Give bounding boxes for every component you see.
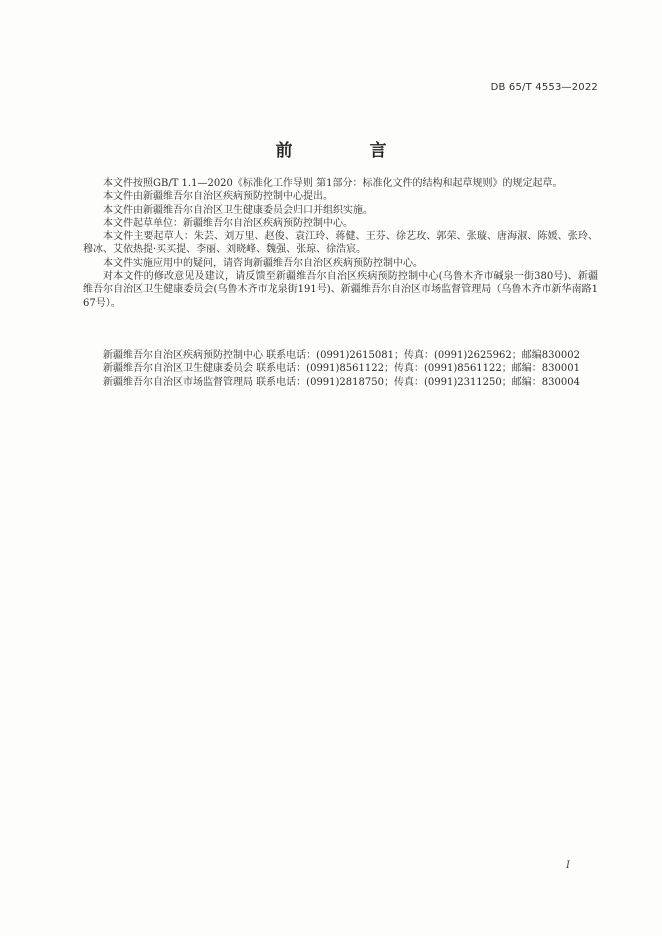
contact-health-commission: 新疆维吾尔自治区卫生健康委员会 联系电话：(0991)8561122；传真：(0991)8561122；邮编：830001 bbox=[103, 363, 580, 375]
paragraph-drafting-unit: 本文件起草单位：新疆维吾尔自治区疾病预防控制中心。 bbox=[103, 217, 353, 229]
paragraph-drafting-rules: 本文件按照GB/T 1.1—2020《标准化工作导则 第1部分：标准化文件的结构和起草规则》的规定起草。 bbox=[103, 178, 563, 189]
contact-cdc: 新疆维吾尔自治区疾病预防控制中心 联系电话：(0991)2615081；传真：(0991)2625962；邮编830002 bbox=[103, 350, 580, 361]
paragraph-feedback: 对本文件的修改意见及建议，请反馈至新疆维吾尔自治区疾病预防控制中心(乌鲁木齐市碱泉一街380号)、新疆维吾尔自治区卫生健康委员会(乌鲁木齐市龙泉街191号)、新疆维吾尔自治区市场监督管理局（乌鲁木齐市新华南路167号）。 bbox=[83, 271, 598, 309]
standard-code: DB 65/T 4553—2022 bbox=[490, 82, 598, 93]
page-title: 前 言 bbox=[275, 141, 417, 161]
paragraph-administrator: 本文件由新疆维吾尔自治区卫生健康委员会归口并组织实施。 bbox=[103, 204, 373, 216]
foreword-body bbox=[83, 177, 598, 310]
contact-list bbox=[103, 349, 623, 389]
page-number: I bbox=[566, 860, 570, 871]
paragraph-proposer: 本文件由新疆维吾尔自治区疾病预防控制中心提出。 bbox=[103, 191, 333, 203]
paragraph-drafters: 本文件主要起草人：朱芸、刘万里、赵俊、袁江玲、蒋健、王芬、徐艺玫、郭荣、张璇、唐海淑、陈媛、张玲、穆冰、艾依热提·买买提、李丽、刘晓峰、魏强、张琼、徐浩宸。 bbox=[83, 231, 598, 256]
paragraph-inquiries: 本文件实施应用中的疑问，请咨询新疆维吾尔自治区疾病预防控制中心。 bbox=[103, 257, 423, 269]
contact-market-regulation: 新疆维吾尔自治区市场监督管理局 联系电话：(0991)2818750；传真：(0991)2311250；邮编：830004 bbox=[103, 376, 580, 388]
